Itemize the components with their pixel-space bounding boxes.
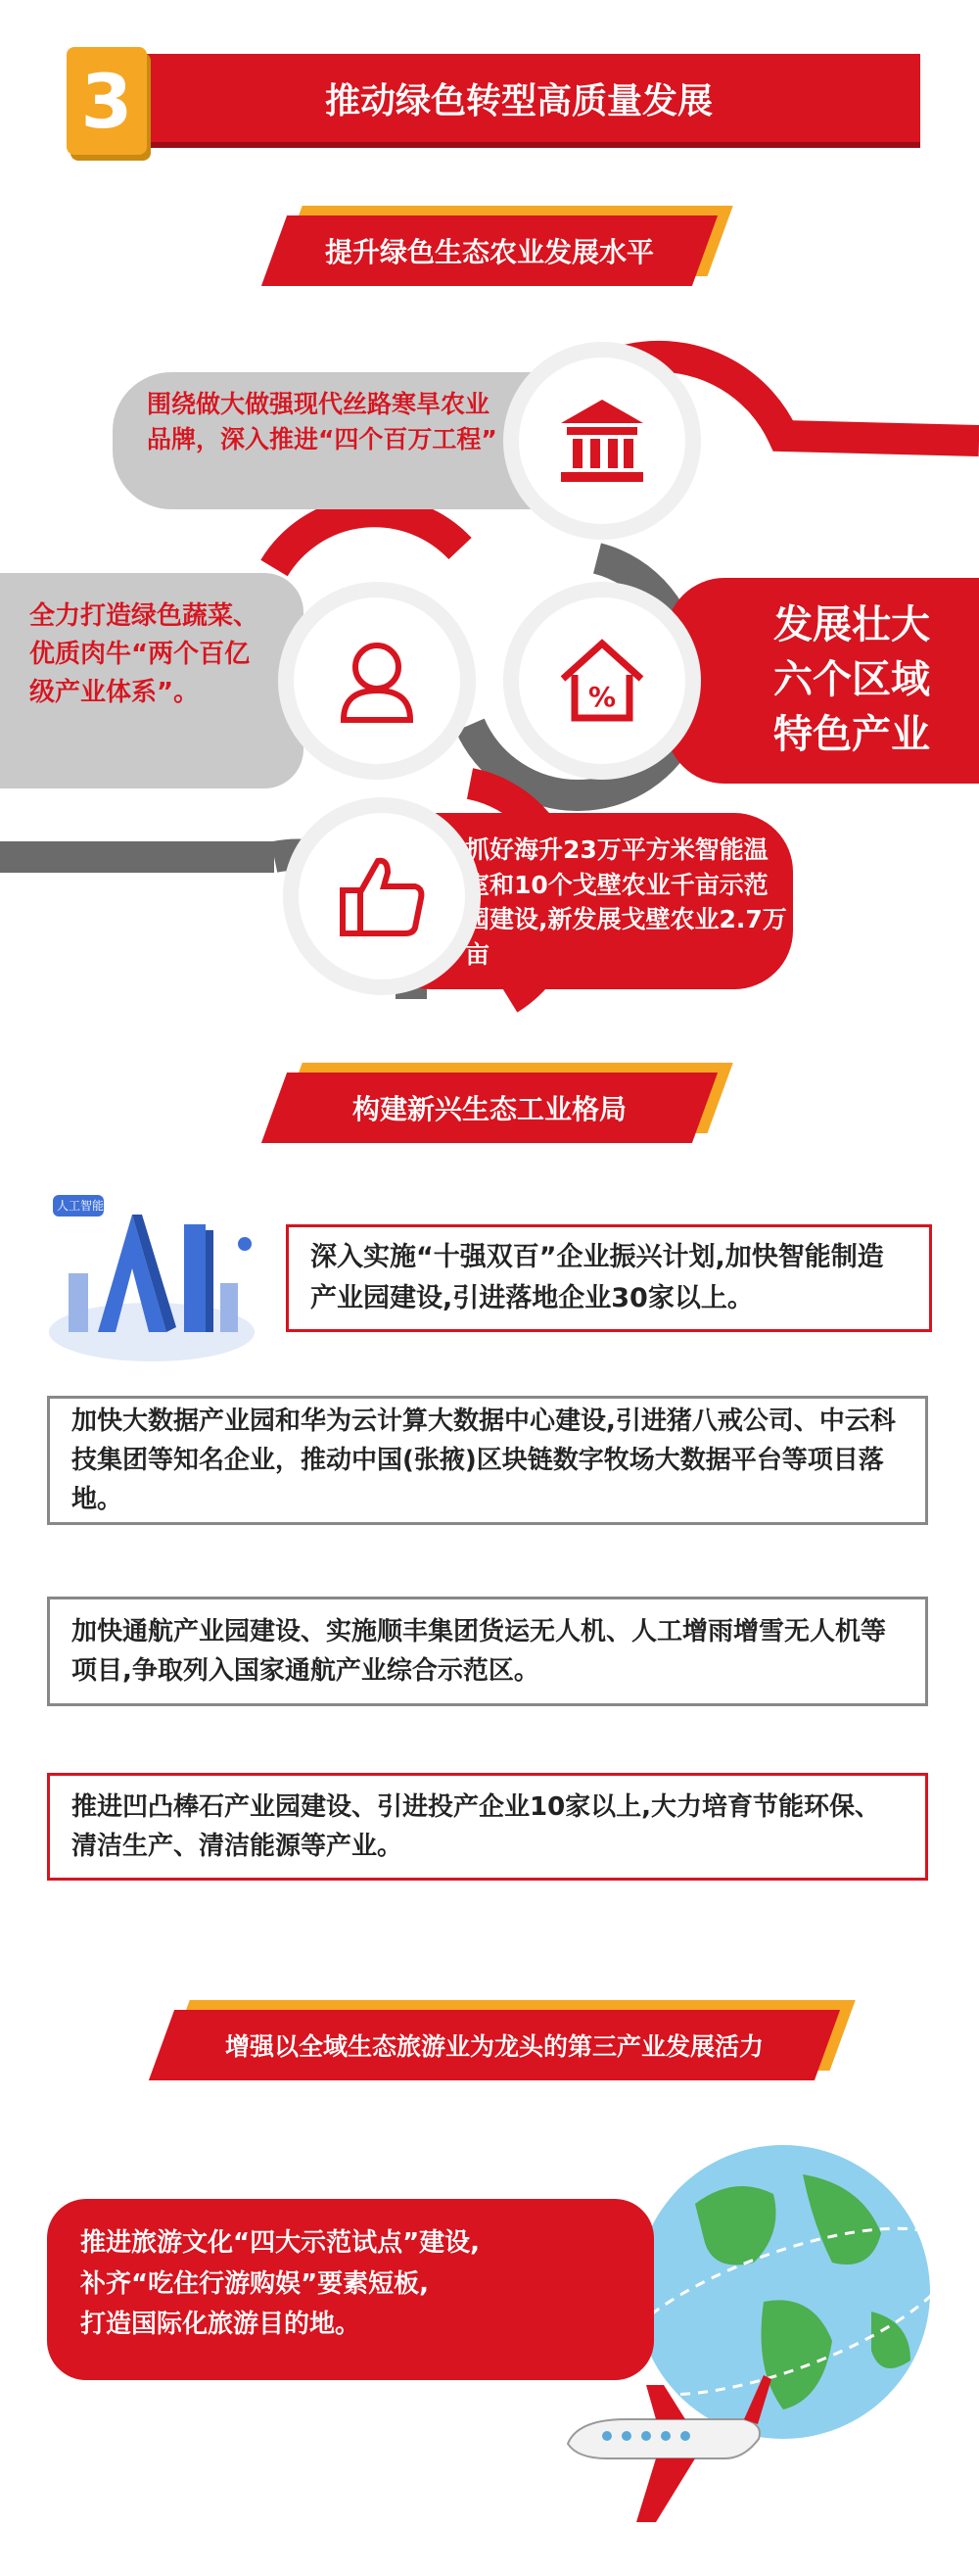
item1-circle: [519, 358, 685, 524]
industry-box-2: [47, 1396, 928, 1525]
thumbs-up-icon: [333, 847, 431, 945]
user-icon: [328, 632, 426, 730]
ai-illustration: [39, 1185, 264, 1371]
item3-text: 发展壮大六个区域特色产业: [773, 602, 930, 757]
industry-box-1-text: 深入实施“十强双百”企业振兴计划,加快智能制造产业园建设,引进落地企业30家以上。: [310, 1242, 884, 1313]
industry-box-1: [286, 1224, 932, 1332]
item2-circle: [294, 597, 460, 764]
item3-circle: [519, 597, 685, 764]
industry-box-2-text: 加快大数据产业园和华为云计算大数据中心建设,引进猪八戒公司、中云科技集团等知名企业，推动中国(张掖)区块链数字牧场大数据平台等项目落地。: [71, 1406, 896, 1515]
tourism-text: [80, 2223, 638, 2346]
header-bar: [117, 54, 920, 142]
tourism-line-2: 补齐“吃住行游购娱”要素短板,: [80, 2268, 430, 2299]
tourism-line-1: 推进旅游文化“四大示范试点”建设,: [80, 2228, 481, 2258]
svg-text:%: %: [587, 681, 617, 713]
industry-box-4: [47, 1773, 928, 1881]
house-percent-icon: [553, 632, 651, 730]
section-number-badge: 3: [67, 47, 147, 155]
airplane-icon: [548, 2365, 773, 2532]
section3-banner: [162, 2010, 827, 2080]
header-title: 推动绿色转型高质量发展: [324, 80, 713, 121]
section2-title: 构建新兴生态工业格局: [351, 1093, 627, 1125]
bank-icon: [553, 392, 651, 490]
section1-banner: [274, 215, 705, 286]
item4-circle: [299, 813, 465, 979]
section2-banner: [274, 1073, 705, 1143]
industry-box-4-text: 推进凹凸棒石产业园建设、引进投产企业10家以上,大力培育节能环保、清洁生产、清洁能源等产业。: [71, 1791, 881, 1861]
item4-text: 抓好海升23万平方米智能温室和10个戈壁农业千亩示范园建设,新发展戈壁农业2.7万亩: [465, 835, 787, 969]
item2-text: 全力打造绿色蔬菜、优质肉牛“两个百亿级产业体系”。: [29, 601, 259, 707]
tourism-line-3: 打造国际化旅游目的地。: [80, 2310, 361, 2340]
item1-text: 围绕做大做强现代丝路寒旱农业品牌，深入推进“四个百万工程”: [147, 390, 497, 454]
industry-box-3: [47, 1597, 928, 1706]
section1-title: 提升绿色生态农业发展水平: [324, 236, 654, 268]
ai-label: 人工智能: [57, 1199, 105, 1213]
industry-box-3-text: 加快通航产业园建设、实施顺丰集团货运无人机、人工增雨增雪无人机等项目,争取列入国家通航产业综合示范区。: [71, 1616, 887, 1686]
section3-title: 增强以全域生态旅游业为龙头的第三产业发展活力: [224, 2032, 764, 2061]
